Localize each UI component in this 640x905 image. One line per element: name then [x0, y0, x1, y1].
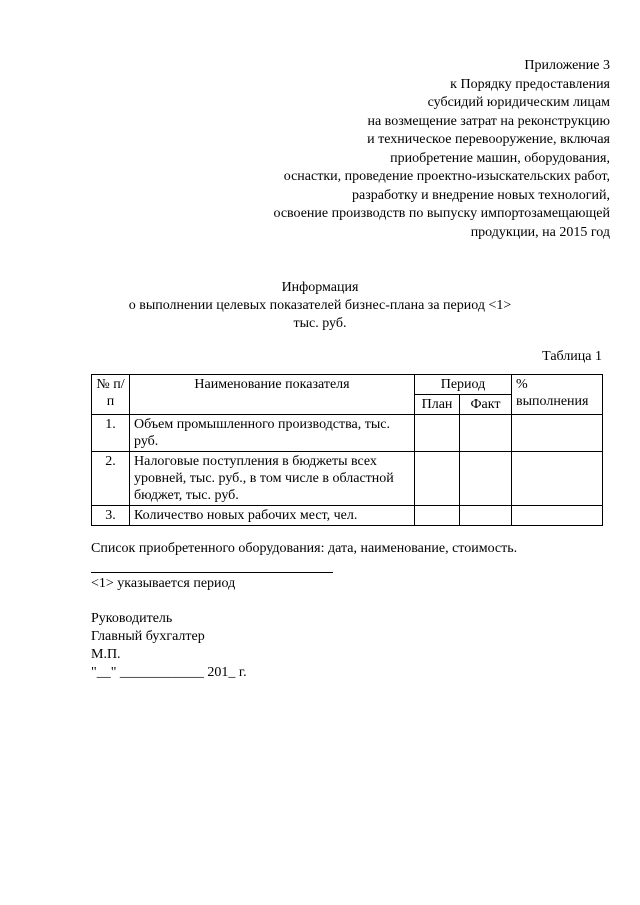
signature-accountant: Главный бухгалтер	[91, 629, 205, 644]
row-num: 2.	[92, 452, 130, 506]
row-plan-cell	[415, 415, 460, 452]
header-name: Наименование показателя	[130, 375, 415, 415]
row-fact-cell	[460, 452, 512, 506]
header-line: субсидий юридическим лицам	[427, 95, 610, 110]
header-line: освоение производств по выпуску импортозамещающей	[273, 206, 610, 221]
appendix-header	[190, 57, 610, 242]
title-line-3: тыс. руб.	[293, 316, 347, 331]
document-title	[0, 279, 640, 333]
row-num: 3.	[92, 506, 130, 526]
header-percent: % выполнения	[512, 375, 603, 415]
table-label: Таблица 1	[542, 349, 602, 364]
table-row	[92, 415, 603, 452]
row-name: Количество новых рабочих мест, чел.	[130, 506, 415, 526]
header-line: оснастки, проведение проектно-изыскательских работ,	[283, 169, 610, 184]
table-header-row	[92, 375, 603, 395]
footnote: <1> указывается период	[91, 576, 236, 591]
header-line: на возмещение затрат на реконструкцию	[367, 113, 610, 129]
row-num: 1.	[92, 415, 130, 452]
header-period: Период	[415, 375, 512, 395]
header-fact: Факт	[460, 395, 512, 415]
footnote-divider	[91, 572, 333, 573]
row-percent-cell	[512, 452, 603, 506]
header-line: приобретение машин, оборудования,	[390, 150, 610, 166]
title-line-1: Информация	[281, 280, 359, 295]
header-line: Приложение 3	[524, 58, 610, 73]
header-line: к Порядку предоставления	[450, 76, 610, 92]
row-fact-cell	[460, 506, 512, 526]
row-name: Налоговые поступления в бюджеты всех уровней, тыс. руб., в том числе в областной бюджет, тыс. руб.	[130, 452, 415, 506]
row-percent-cell	[512, 415, 603, 452]
equipment-list-text: Список приобретенного оборудования: дата, наименование, стоимость.	[91, 541, 518, 556]
header-line: разработку и внедрение новых технологий,	[352, 187, 610, 203]
signatures-block	[91, 610, 247, 682]
header-line: и техническое перевооружение, включая	[367, 132, 610, 147]
row-fact-cell	[460, 415, 512, 452]
row-plan-cell	[415, 452, 460, 506]
signature-date: "__" ____________ 201_ г.	[91, 665, 247, 680]
indicators-table	[91, 374, 603, 526]
table-row	[92, 506, 603, 526]
signature-seal: М.П.	[91, 647, 121, 662]
signature-head: Руководитель	[91, 611, 173, 626]
row-plan-cell	[415, 506, 460, 526]
header-plan: План	[415, 395, 460, 415]
row-name: Объем промышленного производства, тыс. руб.	[130, 415, 415, 452]
header-num: № п/п	[92, 375, 130, 415]
row-percent-cell	[512, 506, 603, 526]
title-line-2: о выполнении целевых показателей бизнес-плана за период <1>	[128, 298, 512, 313]
header-line: продукции, на 2015 год	[470, 224, 610, 240]
table-row	[92, 452, 603, 506]
